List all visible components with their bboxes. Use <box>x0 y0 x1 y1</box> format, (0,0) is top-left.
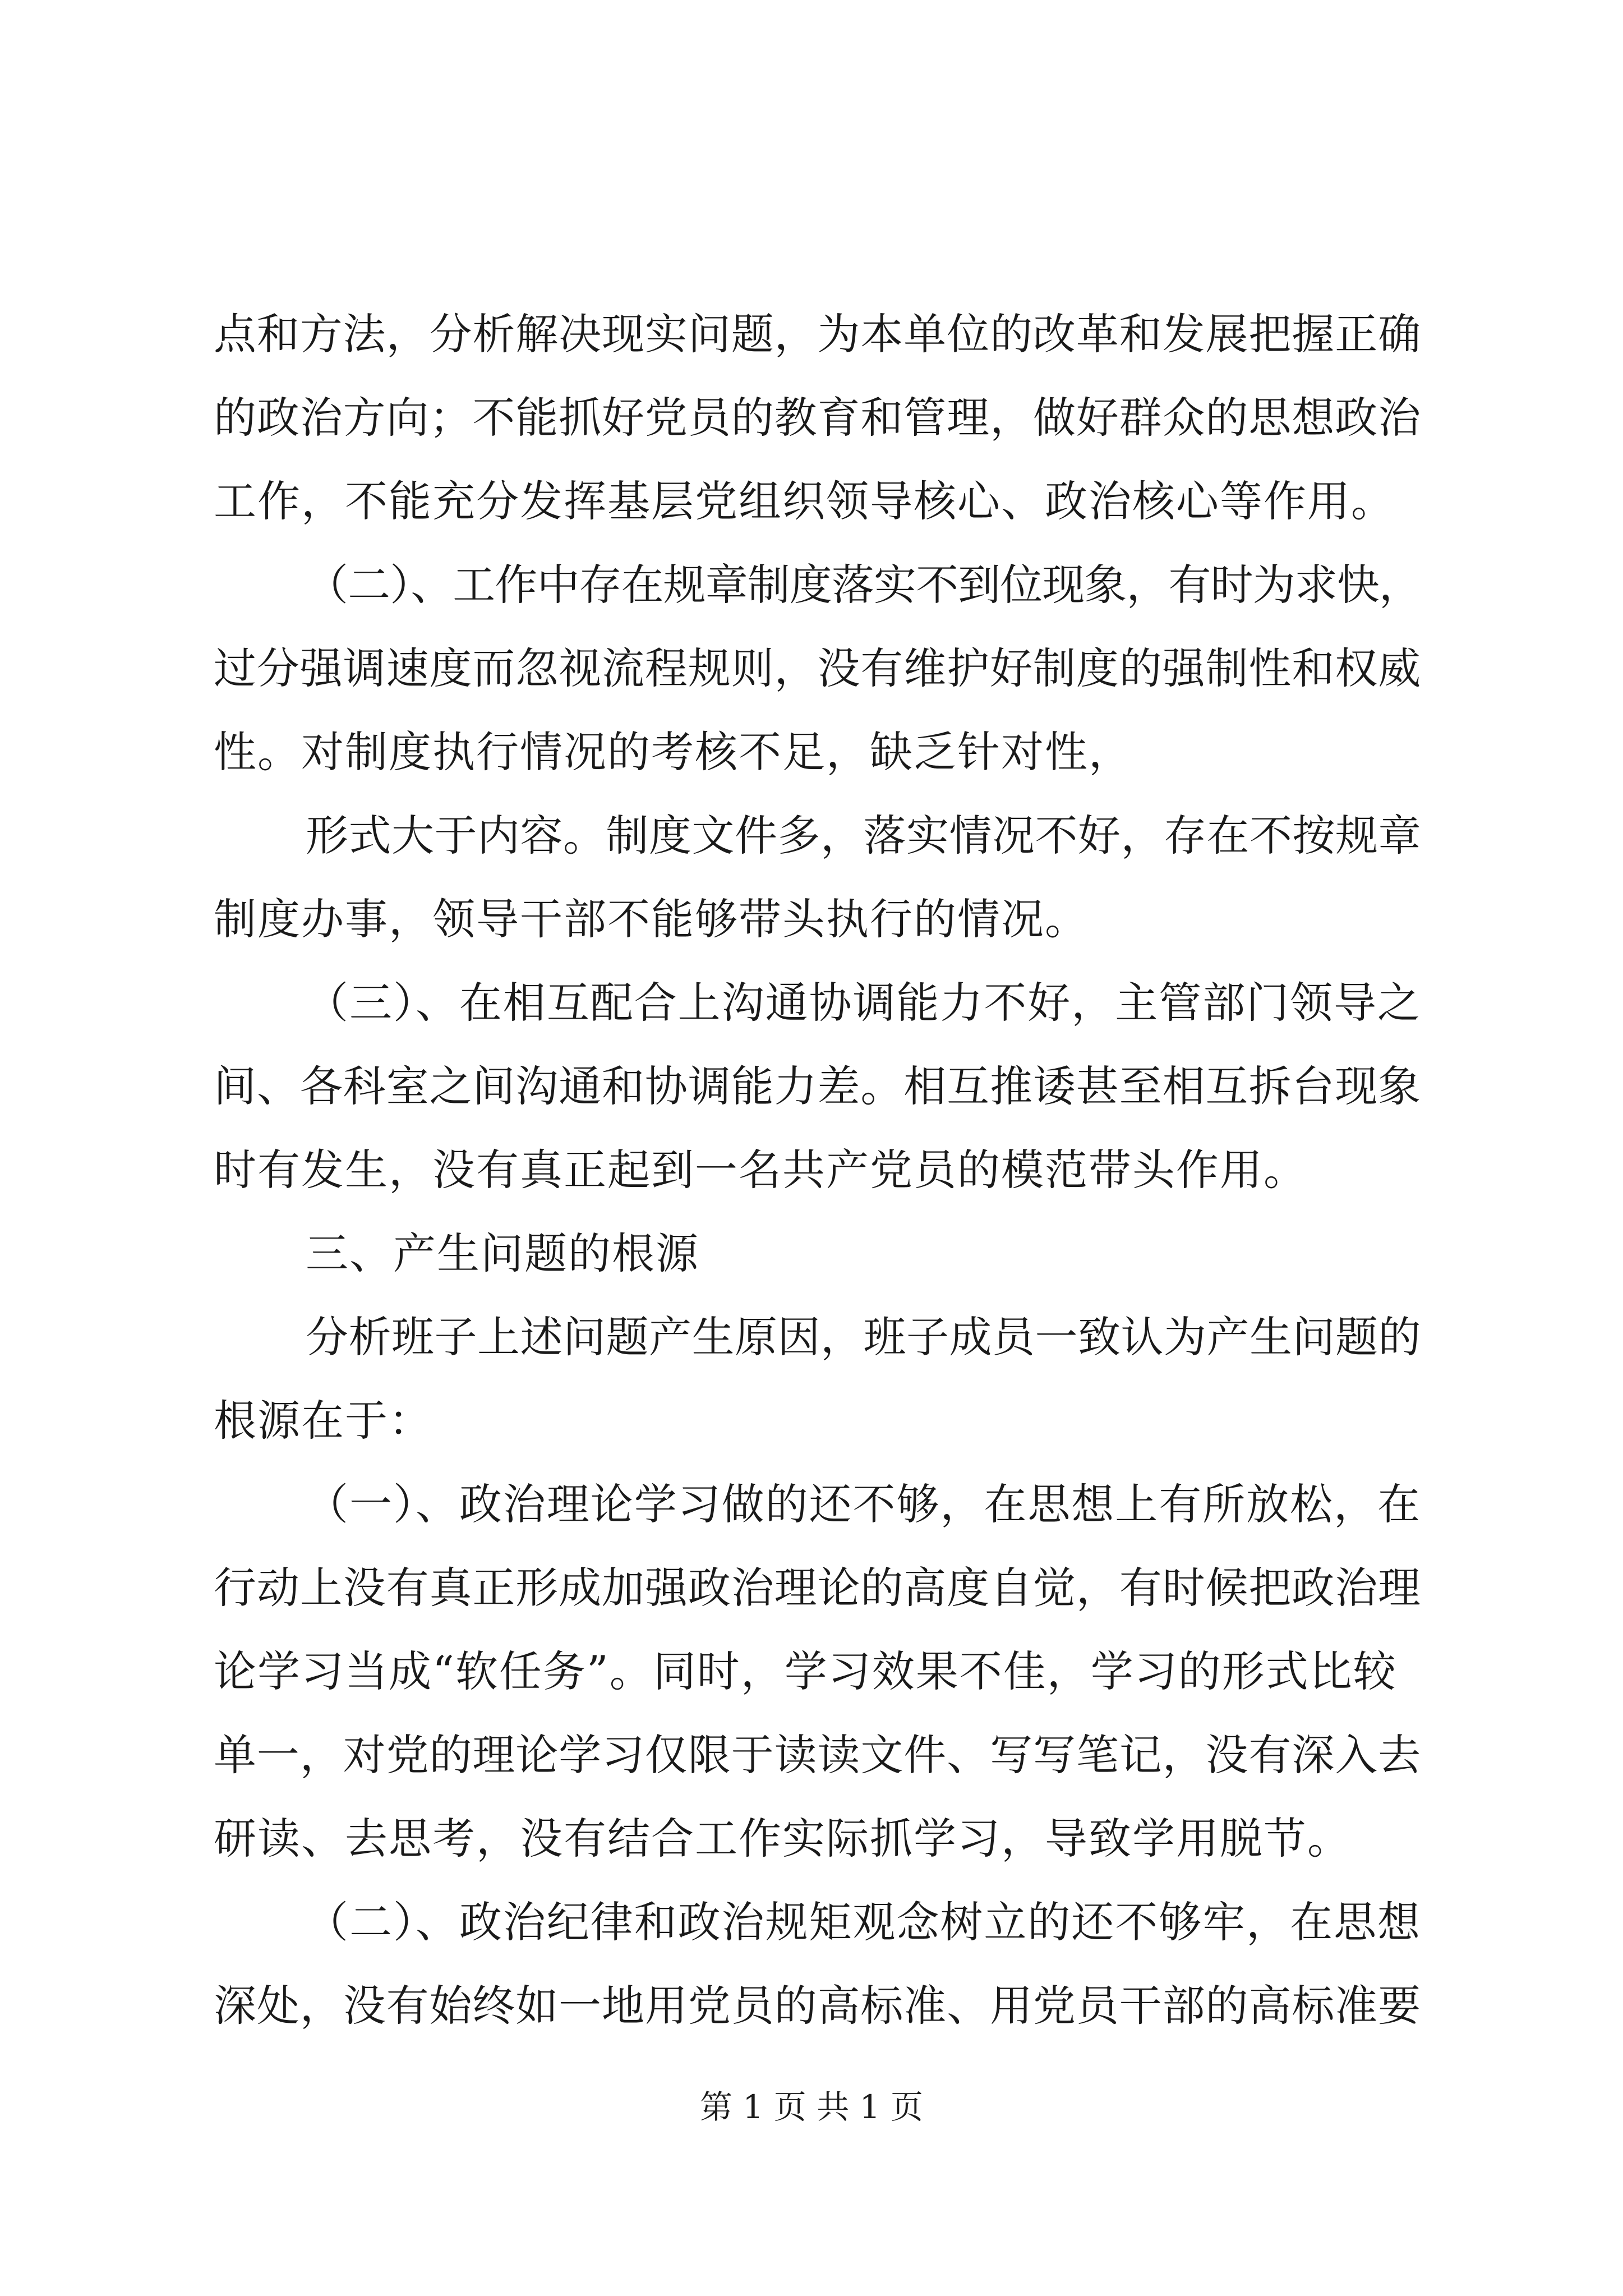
text-line: 间、各科室之间沟通和协调能力差。相互推诿甚至相互拆台现象 <box>214 1061 1421 1111</box>
text-line: 过分强调速度而忽视流程规则，没有维护好制度的强制性和权威 <box>214 643 1421 693</box>
text-line: 研读、去思考，没有结合工作实际抓学习，导致学用脱节。 <box>214 1814 1351 1864</box>
text-line: 形式大于内容。制度文件多，落实情况不好，存在不按规章 <box>306 811 1421 861</box>
text-line: 制度办事，领导干部不能够带头执行的情况。 <box>214 894 1089 944</box>
text-line: 论学习当成“软任务”。同时，学习效果不佳，学习的形式比较 <box>214 1646 1397 1696</box>
text-line: （三）、在相互配合上沟通协调能力不好，主管部门领导之 <box>306 978 1421 1028</box>
text-line: （二）、政治纪律和政治规矩观念树立的还不够牢，在思想 <box>306 1897 1421 1947</box>
text-line: 性。对制度执行情况的考核不足，缺乏针对性， <box>214 727 1132 777</box>
text-line: 的政治方向；不能抓好党员的教育和管理，做好群众的思想政治 <box>214 393 1421 443</box>
section-heading: 三、产生问题的根源 <box>306 1228 699 1278</box>
text-line: （二）、工作中存在规章制度落实不到位现象，有时为求快， <box>306 560 1421 610</box>
text-line: 点和方法，分析解决现实问题，为本单位的改革和发展把握正确 <box>214 309 1421 359</box>
text-line: 行动上没有真正形成加强政治理论的高度自觉，有时候把政治理 <box>214 1563 1421 1613</box>
text-line: 根源在于： <box>214 1396 432 1446</box>
text-line: 单一，对党的理论学习仅限于读读文件、写写笔记，没有深入去 <box>214 1730 1421 1780</box>
text-line: 分析班子上述问题产生原因，班子成员一致认为产生问题的 <box>306 1312 1421 1362</box>
text-line: 深处，没有始终如一地用党员的高标准、用党员干部的高标准要 <box>214 1981 1421 2031</box>
text-line: 时有发生，没有真正起到一名共产党员的模范带头作用。 <box>214 1145 1307 1195</box>
text-line: 工作，不能充分发挥基层党组织领导核心、政治核心等作用。 <box>214 476 1395 526</box>
page-footer: 第 1 页 共 1 页 <box>700 2088 923 2126</box>
text-line: （一）、政治理论学习做的还不够，在思想上有所放松，在 <box>306 1479 1421 1529</box>
